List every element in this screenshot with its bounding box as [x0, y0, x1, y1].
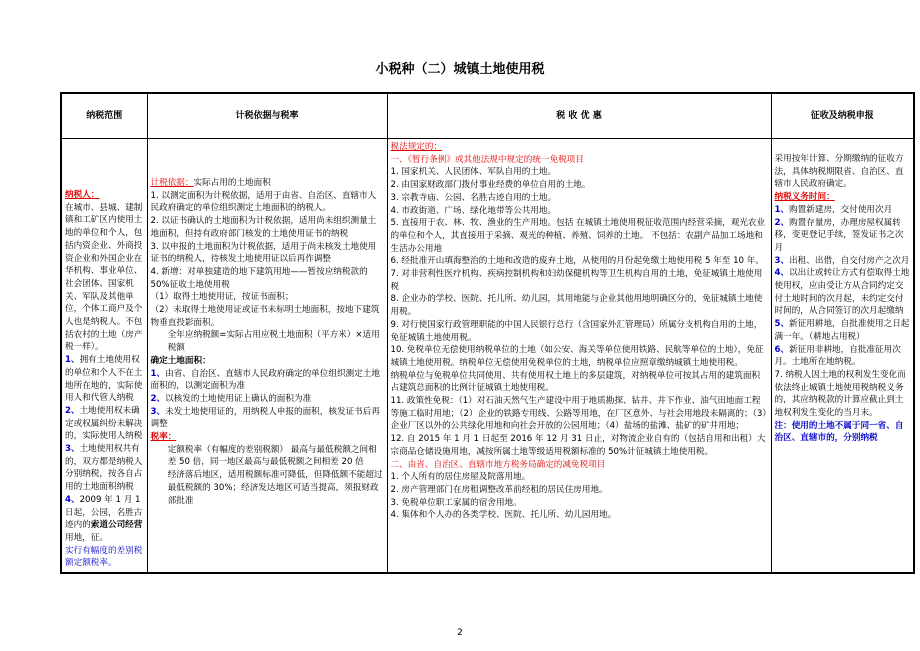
time-item-1: 1、购置新建房，交付使用次月 — [774, 204, 893, 215]
basis-p4: 4. 新增：对单独建造的地下建筑用地——暂按应纳税款的 50%征收土地使用税 — [150, 266, 368, 290]
tax-table — [60, 92, 915, 574]
header-scope: 纳税范围 — [61, 93, 147, 139]
time-item-2: 2、购置存量房，办理房屋权属转移，变更登记手续，签发证书之次月 — [774, 217, 904, 253]
pref-item: 10. 免税单位无偿使用纳税单位的土地（如公安、海关等单位使用铁路、民航等单位的土地），免征城镇土地使用税。纳税单位无偿使用免税单位的土地，纳税单位应照章缴纳城镇土地使用税。 — [390, 345, 764, 368]
scope-item-1: 1、拥有土地使用权的单位和个人不在土地所在地的，实际使用人和代管人纳税 — [65, 355, 143, 404]
pref-item-2: 4. 集体和个人办的各类学校、医院、托儿所、幼儿园用地。 — [390, 510, 617, 521]
page-number: 2 — [457, 628, 463, 638]
scope-cell — [61, 139, 147, 574]
pref-item: 4. 市政街道、广场、绿化地带等公共用地。 — [390, 205, 557, 216]
law-label: 税法规定的： — [390, 142, 443, 152]
time-item-3: 3、出租、出借，自交付房产之次月 — [774, 255, 910, 266]
confirm-item-2: 2、以核发的土地使用证上确认的面积为准 — [150, 393, 312, 404]
pref-item: 2. 由国家财政部门拨付事业经费的单位自用的土地。 — [390, 180, 591, 191]
basis-cell — [147, 139, 387, 574]
header-basis: 计税依据与税率 — [147, 93, 387, 139]
pref-item: 11. 政策性免税：（1）对石油天然气生产建设中用于地质勘探、钻井、井下作业、油气田地面工程等施工临时用地；（2）企业的铁路专用线、公路等用地，在厂区意外、与社会用地段未隔离的；（3）企业厂区以外的公共绿化用地和向社会开放的公园用地；（4）盐场的盐滩、盐矿的矿井用地； — [390, 396, 767, 432]
basis-p3: 3. 以申报的土地面积为计税依据，适用于尚未核发土地使用证书的纳税人，待核发土地使用证以后再作调整 — [150, 241, 377, 265]
pref-item: 12. 自 2015 年 1 月 1 日起至 2016 年 12 月 31 日止，对物流企业自有的（包括自用和出租）大宗商品仓储设施用地，减按所属土地等级适用税额标准的 50%计征城镇土地使用税。 — [390, 434, 766, 457]
time-item-6: 6、新征用非耕地，自批准征用次月。土地所在地纳税。 — [774, 344, 901, 368]
taxpayer-heading: 纳税人： — [65, 190, 100, 200]
basis-p4a: （1）取得土地使用证，按证书面积； — [150, 292, 294, 303]
confirm-item-1: 1、由省、自治区、直辖市人民政府确定的单位组织测定土地面积的，以测定面积为准 — [150, 368, 380, 392]
pref-item: 7. 对非营利性医疗机构、疾病控制机构和妇幼保健机构等卫生机构自用的土地，免征城镇土地使用税 — [390, 269, 763, 292]
rate-text-1: 定额税率（有幅度的差别税额） 最高与最低税额之间相差 50 倍，同一地区最高与最低税额之间相差 20 倍 — [167, 444, 377, 468]
pref-item-2: 3. 免税单位职工家属的宿舍用地。 — [390, 497, 522, 508]
basis-p2: 2. 以证书确认的土地面积为计税依据，适用尚未组织测量土地面积，但持有政府部门核发的土地使用证书的纳税 — [150, 216, 377, 239]
confirm-area-label: 确定土地面积： — [150, 355, 211, 366]
section-2-title: 二、由省、自治区、直辖市地方税务局确定的减免税项目 — [390, 459, 606, 470]
time-item-4: 4、以出让或转让方式有偿取得土地使用权，应由受让方从合同约定交付土地时间的次月起，未约定交付时间的，从合同签订的次月起缴纳 — [774, 268, 910, 317]
pref-item-2: 2. 房产管理部门在房租调整改革前经租的居民住房用地。 — [390, 484, 608, 495]
scope-item-3: 3、土地使用权共有的，双方都是纳税人分别纳税，按各自占用的土地面积纳税 — [65, 444, 143, 493]
pref-item: 6. 经批准开山填海整治的土地和改造的废弃土地，从使用的月份起免缴土地使用税 5 年至 10 年。 — [390, 256, 764, 267]
pref-item: 3. 宗教寺庙、公园、名胜古迹自用的土地。 — [390, 192, 557, 203]
time-item-7: 7. 纳税人因土地的权利发生变化而依法终止城镇土地使用税纳税义务的，其应纳税款的计算应截止到土地权利发生变化的当月末。 — [774, 369, 906, 419]
basis-p1: 1. 以测定面积为计税依据，适用于由省、自治区、直辖市人民政府确定的单位组织测定土地面积的纳税人。 — [150, 190, 377, 214]
collection-intro: 采用按年计算、分期缴纳的征收方法，具体纳税期限省、自治区、直辖市人民政府确定。 — [774, 154, 904, 190]
header-preferences: 税 收 优 惠 — [387, 93, 771, 139]
taxpayer-body: 在城市、县城、建制镇和工矿区内使用土地的单位和个人，包括内资企业、外商投资企业和外国企业在华机构、事业单位、社会团体、国家机关、军队及其他单位，个体工商户及个人也是纳税人。不包括农村的土地（房产税一样）。 — [65, 202, 143, 353]
basis-p4b: （2）未取得土地使用证或证书未标明土地面积，按地下建筑物垂直投影面积。 — [150, 305, 380, 328]
collection-note: 注：使用的土地不属于同一省、自治区、直辖市的，分别纳税 — [774, 420, 904, 444]
rate-label: 税率： — [150, 432, 177, 443]
pref-item: 8. 企业办的学校、医院、托儿所、幼儿园，其用地能与企业其他用地明确区分的，免征城镇土地使用税。 — [390, 294, 763, 318]
pref-item: 纳税单位与免税单位共同使用、共有使用权土地上的多层建筑，对纳税单位可按其占用的建筑面积占建筑总面积的比例计征城镇土地使用税。 — [390, 370, 761, 394]
page-title: 小税种（二）城镇土地使用税 — [375, 62, 545, 77]
pref-item: 9. 对行使国家行政管理职能的中国人民银行总行（含国家外汇管理局）所属分支机构自用的土地，免征城镇土地使用税。 — [390, 319, 763, 343]
pref-item-2: 1. 个人所有的居住房屋及院落用地。 — [390, 472, 531, 483]
basis-line: 计税依据：实际占用的土地面积 — [150, 178, 271, 188]
section-1-title: 一、《暂行条例》或其他法规中规定的统一免税项目 — [390, 154, 584, 165]
header-collection: 征收及纳税申报 — [771, 93, 914, 139]
content-row — [61, 139, 914, 574]
scope-item-5: 实行有幅度的差别税额定额税率。 — [65, 545, 143, 569]
time-label: 纳税义务时间： — [774, 192, 835, 203]
header-row — [61, 93, 914, 139]
preferences-cell — [387, 139, 771, 574]
rate-text-2: 经济落后地区，适用税额标准可降低，但降低额不能超过最低税额的 30%；经济发达地区可适当提高，须报财政部批准 — [167, 470, 383, 506]
collection-cell — [771, 139, 914, 574]
confirm-item-3: 3、未发土地使用证的，用纳税人申报的面积，核发证书后再调整 — [150, 406, 380, 430]
pref-item: 1. 国家机关、人民团体、军队自用的土地。 — [390, 167, 557, 178]
scope-item-4: 4、2009 年 1 月 1 日起，公园，名胜古迹内的索道公司经营用地，征。 — [65, 494, 143, 543]
time-item-5: 5、新征用耕地，自批准使用之日起满一年。（耕地占用税） — [774, 319, 910, 342]
scope-item-2: 2、土地使用权未确定或权属纠纷未解决的，实际使用人纳税 — [65, 405, 143, 442]
basis-formula: 全年应纳税额=实际占用应税土地面积（平方米）×适用税额 — [167, 330, 380, 354]
pref-item: 5. 直接用于农、林、牧、渔业的生产用地。包括 在城镇土地使用税征收范围内经营采摘，观光农业的单位和个人，其直接用于采摘、观光的种植、养殖、饲养的土地。 不包括：农副产品加工场地和生活办公用地 — [390, 218, 766, 254]
